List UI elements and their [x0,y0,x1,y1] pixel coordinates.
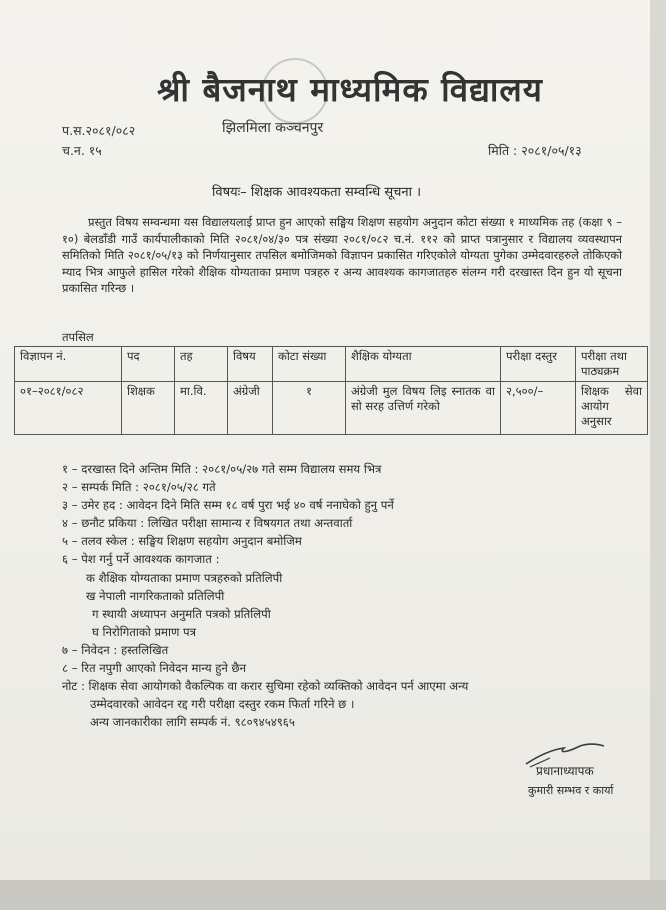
note-line: नोट : शिक्षक सेवा आयोगको वैकल्पिक वा करार सुचिमा रहेको व्यक्तिको आवेदन पर्न आएमा अन्य [62,679,469,694]
list-item: २ – सम्पर्क मिति : २०८१/०५/२८ गते [62,480,216,495]
list-item: ६ – पेश गर्नु पर्ने आवश्यक कागजात : [62,552,220,567]
header-vishay: विषय [228,347,273,382]
table-caption: तपसिल [62,330,94,344]
list-item: ४ – छनौट प्रकिया : लिखित परीक्षा सामान्य र विषयगत तथा अन्तवार्ता [62,516,353,531]
notice-subject: विषयः– शिक्षक आवश्यकता सम्वन्धि सूचना । [212,185,422,200]
document-item: ग स्थायी अध्यापन अनुमति पत्रको प्रतिलिपी [92,606,271,621]
document-item: घ निरोगिताको प्रमाण पत्र [92,624,197,639]
cell-pad: शिक्षक [122,382,175,435]
notice-terms-list [62,460,622,731]
page-edge [650,0,666,910]
signature-organization: कुमारी सम्भव र कार्या [528,784,614,797]
cell-taha: मा.वि. [175,382,228,435]
header-taha: तह [175,347,228,382]
list-item: ३ – उमेर हद : आवेदन दिने मिति सम्म १८ वर्ष पुरा भई ४० वर्ष ननाघेको हुनु पर्ने [62,498,394,513]
patra-sankhya: प.स.२०८१/०८२ [62,123,136,138]
list-item: ५ – तलव स्केल : सङ्घिय शिक्षण सहयोग अनुदान बमोजिम [62,534,302,549]
school-address: झिलमिला कञ्चनपुर [222,120,324,136]
table-row [15,382,648,435]
header-pariksha-pathyakram: परीक्षा तथा पाठ्यक्रम [576,347,648,382]
background-surface [0,880,666,910]
cell-kota-sankhya: १ [273,382,346,435]
cell-pariksha-pathyakram: शिक्षक सेवा आयोग अनुसार [576,382,648,435]
chalani-number: च.न. १५ [62,143,102,158]
header-vigyapan-no: विज्ञापन नं. [15,347,122,382]
header-pad: पद [122,347,175,382]
cell-vishay: अंग्रेजी [228,382,273,435]
header-pariksha-dastur: परीक्षा दस्तुर [501,347,576,382]
contact-line: अन्य जानकारीका लागि सम्पर्क नं. ९८०९४५४९६५ [90,715,295,730]
table-header-row [15,347,648,382]
school-name: श्री बैजनाथ माध्यमिक विद्यालय [157,70,543,109]
notice-date: मिति : २०८१/०५/१३ [488,143,582,158]
signature-title: प्रधानाध्यापक [536,764,594,778]
list-item: ८ – रित नपुगी आएको निवेदन मान्य हुने छैन [62,661,247,676]
document-item: क शैक्षिक योग्यताका प्रमाण पत्रहरुको प्रतिलिपी [86,570,283,585]
list-item: १ – दरखास्त दिने अन्तिम मिति : २०८१/०५/२७ गते सम्म विद्यालय समय भित्र [62,462,382,476]
cell-vigyapan-no: ०१–२०८१/०८२ [15,382,122,435]
vacancy-table [14,346,648,435]
document-item: ख नेपाली नागरिकताको प्रतिलिपी [86,588,225,603]
cell-shaikshik-yogyata: अंग्रेजी मुल विषय लिइ स्नातक वा सो सरह उत्तिर्ण गरेको [346,382,501,435]
header-kota-sankhya: कोटा संख्या [273,347,346,382]
note-line: उम्मेदवारको आवेदन रद्द गरी परीक्षा दस्तुर रकम फिर्ता गरिने छ । [90,697,355,712]
notice-body: प्रस्तुत विषय सम्वन्धमा यस विद्यालयलाई प्राप्त हुन आएको सङ्घिय शिक्षण सहयोग अनुदान कोटा संख्या १ माध्यमिक तह (कक्षा ९ – १०) बेलडाँडी गाउँ कार्यपालीकाको मिति २०८१/०४/३० पत्र संख्या २०८१/०८२ च.नं. ११२ को प्राप्त पत्रानुसार र विद्यालय व्यवस्थापन समितिको मिति २०८१/०५/१३ को निर्णयानुसार तपसिल बमोजिमको विज्ञापन प्रकासित गरिएकोले योग्यता पुगेका उम्मेदवारहरुले तोकिएको म्याद भित्र आफुले हासिल गरेको शैक्षिक योग्यताका प्रमाण पत्रहरु र अन्य आवश्यक कागजातहरु संलग्न गरी दरखास्त दिन हुन यो सूचना प्रकासित गरिन्छ । [62,215,622,296]
header-shaikshik-yogyata: शैक्षिक योग्यता [346,347,501,382]
list-item: ७ – निवेदन : हस्तलिखित [62,642,169,657]
cell-pariksha-dastur: २,५००/– [501,382,576,435]
